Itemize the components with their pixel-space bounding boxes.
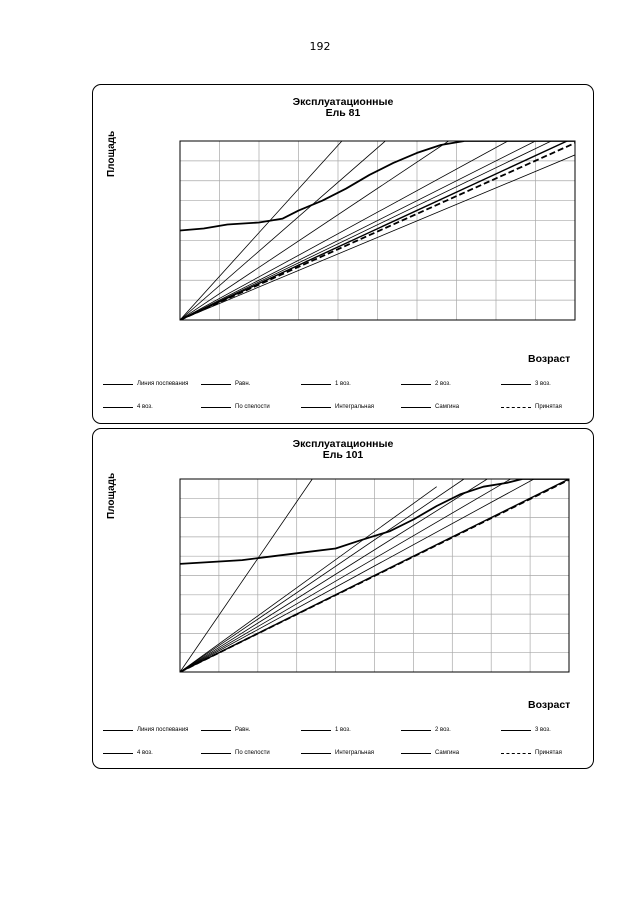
- series-line-5: [180, 141, 536, 320]
- chart-panel-spruce-81: [92, 84, 594, 424]
- chart-panel-spruce-101: [92, 428, 594, 769]
- legend-swatch: [103, 384, 133, 385]
- legend-item: [103, 379, 188, 389]
- legend-item: [201, 748, 270, 758]
- legend-swatch: [401, 730, 431, 731]
- legend-item: [103, 748, 153, 758]
- legend-label: По спелости: [235, 404, 270, 410]
- legend-swatch: [501, 407, 531, 408]
- legend-label: 1 воз.: [335, 727, 351, 733]
- legend-swatch: [201, 753, 231, 754]
- chart-legend: [101, 375, 591, 419]
- legend-item: [301, 748, 374, 758]
- chart-title-line2: Ель 81: [325, 107, 361, 119]
- legend-swatch: [501, 730, 531, 731]
- legend-item: [401, 379, 451, 389]
- legend-swatch: [501, 384, 531, 385]
- legend-item: [501, 725, 551, 735]
- series-line-1: [180, 141, 342, 320]
- legend-swatch: [103, 753, 133, 754]
- legend-label: Линия поспевания: [137, 381, 189, 387]
- legend-item: [201, 725, 250, 735]
- legend-label: Равн.: [235, 727, 251, 733]
- legend-swatch: [401, 753, 431, 754]
- legend-label: Принятая: [535, 750, 562, 756]
- legend-swatch: [301, 753, 331, 754]
- legend-item: [301, 379, 351, 389]
- legend-item: [401, 402, 459, 412]
- legend-label: Интегральная: [335, 404, 375, 410]
- legend-item: [301, 402, 374, 412]
- legend-item: [103, 402, 153, 412]
- legend-label: 2 воз.: [435, 727, 451, 733]
- y-axis-label: Площадь: [106, 472, 117, 519]
- legend-label: Равн.: [235, 381, 251, 387]
- legend-swatch: [501, 753, 531, 754]
- legend-swatch: [401, 407, 431, 408]
- legend-label: 4 воз.: [137, 404, 153, 410]
- legend-label: По спелости: [235, 750, 270, 756]
- legend-item: [201, 379, 250, 389]
- legend-label: 3 воз.: [535, 381, 551, 387]
- legend-label: Интегральная: [335, 750, 375, 756]
- legend-swatch: [301, 407, 331, 408]
- legend-item: [501, 379, 551, 389]
- legend-label: 1 воз.: [335, 381, 351, 387]
- legend-label: Самгина: [435, 750, 460, 756]
- legend-swatch: [103, 730, 133, 731]
- legend-item: [501, 402, 562, 412]
- series-line-3: [180, 141, 449, 320]
- legend-swatch: [103, 407, 133, 408]
- page-number: 192: [309, 40, 331, 53]
- y-axis-label: Площадь: [106, 130, 117, 177]
- legend-label: 2 воз.: [435, 381, 451, 387]
- legend-swatch: [401, 384, 431, 385]
- series-line-2: [180, 141, 385, 320]
- legend-label: 4 воз.: [137, 750, 153, 756]
- series-line-2: [180, 487, 437, 672]
- legend-swatch: [201, 384, 231, 385]
- legend-label: Принятая: [535, 404, 562, 410]
- legend-swatch: [301, 730, 331, 731]
- chart-legend: [101, 721, 591, 765]
- legend-swatch: [201, 407, 231, 408]
- chart-title-line2: Ель 101: [322, 449, 364, 461]
- x-axis-label: Возраст: [528, 699, 571, 711]
- legend-item: [103, 725, 188, 735]
- legend-label: Линия поспевания: [137, 727, 189, 733]
- x-axis-label: Возраст: [528, 353, 571, 365]
- line-chart: [93, 429, 593, 719]
- line-chart: [93, 85, 593, 375]
- legend-item: [501, 748, 562, 758]
- legend-swatch: [301, 384, 331, 385]
- legend-label: 3 воз.: [535, 727, 551, 733]
- series-line-6: [180, 141, 551, 320]
- legend-label: Самгина: [435, 404, 460, 410]
- legend-swatch: [201, 730, 231, 731]
- legend-item: [401, 725, 451, 735]
- chart-title-line1: Эксплуатационные: [292, 438, 394, 450]
- series-line-4: [180, 141, 508, 320]
- chart-title-line1: Эксплуатационные: [292, 96, 394, 108]
- legend-item: [301, 725, 351, 735]
- legend-item: [201, 402, 270, 412]
- legend-item: [401, 748, 459, 758]
